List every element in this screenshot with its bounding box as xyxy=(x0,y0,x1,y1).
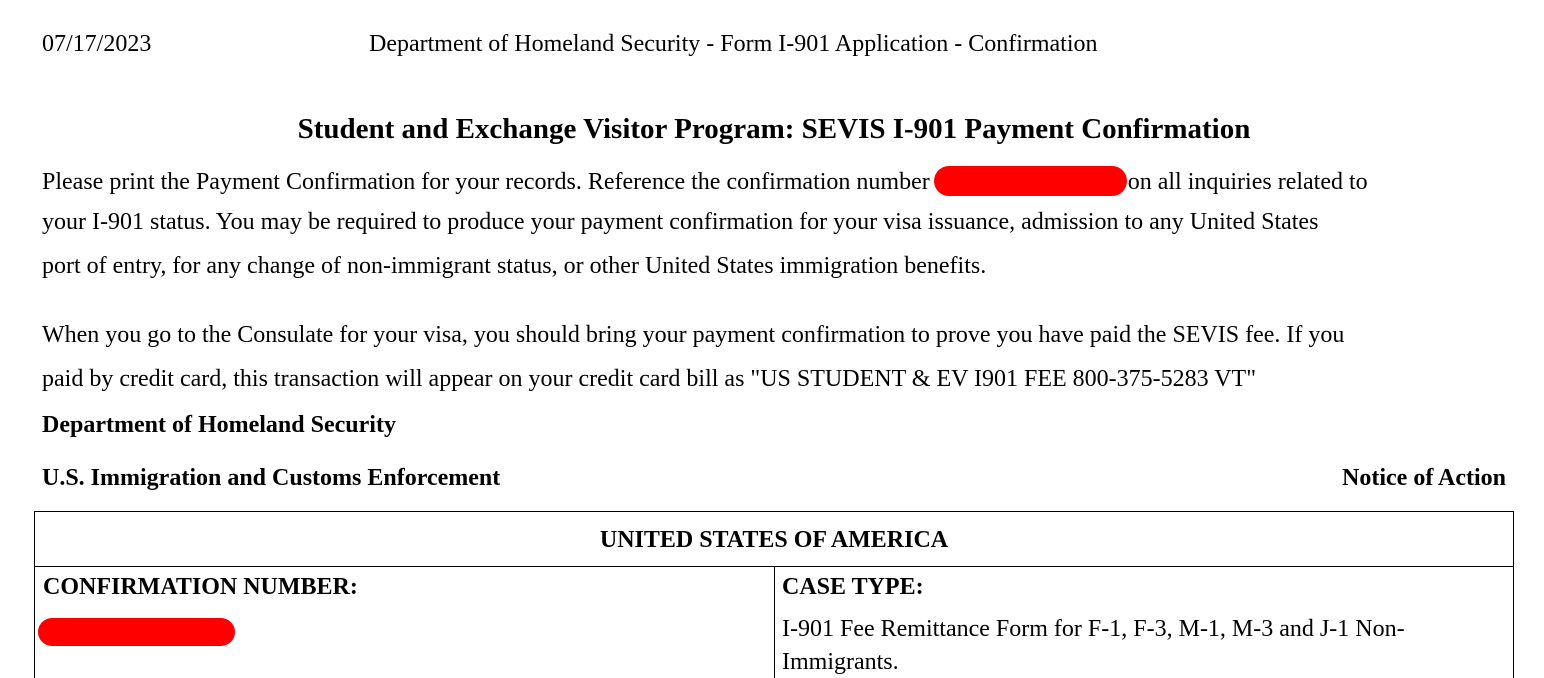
confirmation-table xyxy=(34,511,1514,678)
department-heading: Department of Homeland Security xyxy=(42,412,396,438)
header-title: Department of Homeland Security - Form I-901 Application - Confirmation xyxy=(369,31,1098,57)
case-type-label: CASE TYPE: xyxy=(782,574,924,600)
consulate-line-2: paid by credit card, this transaction will appear on your credit card bill as "US STUDENT & EV I901 FEE 800-375-5283 VT" xyxy=(42,366,1257,392)
intro-line-2: your I-901 status. You may be required to produce your payment confirmation for your visa issuance, admission to any United States xyxy=(42,209,1319,235)
consulate-line-1: When you go to the Consulate for your visa, you should bring your payment confirmation to prove you have paid the SEVIS fee. If you xyxy=(42,322,1345,348)
table-heading: UNITED STATES OF AMERICA xyxy=(35,512,1513,567)
case-type-value: I-901 Fee Remittance Form for F-1, F-3, M-1, M-3 and J-1 Non-Immigrants. xyxy=(782,616,1405,675)
redacted-confirmation-number xyxy=(38,618,235,646)
agency-heading: U.S. Immigration and Customs Enforcement xyxy=(42,465,501,491)
intro-line-1-start: Please print the Payment Confirmation for your records. Reference the confirmation number xyxy=(42,169,930,195)
table-divider xyxy=(774,566,775,678)
notice-of-action: Notice of Action xyxy=(1342,465,1506,491)
intro-line-3: port of entry, for any change of non-immigrant status, or other United States immigration benefits. xyxy=(42,253,987,279)
intro-line-1 xyxy=(42,166,1368,196)
redacted-confirmation-inline xyxy=(934,166,1127,196)
confirmation-number-label: CONFIRMATION NUMBER: xyxy=(43,574,358,600)
header-date: 07/17/2023 xyxy=(42,31,152,57)
intro-line-1-end: on all inquiries related to xyxy=(1127,169,1368,195)
page-title: Student and Exchange Visitor Program: SEVIS I-901 Payment Confirmation xyxy=(297,113,1251,145)
